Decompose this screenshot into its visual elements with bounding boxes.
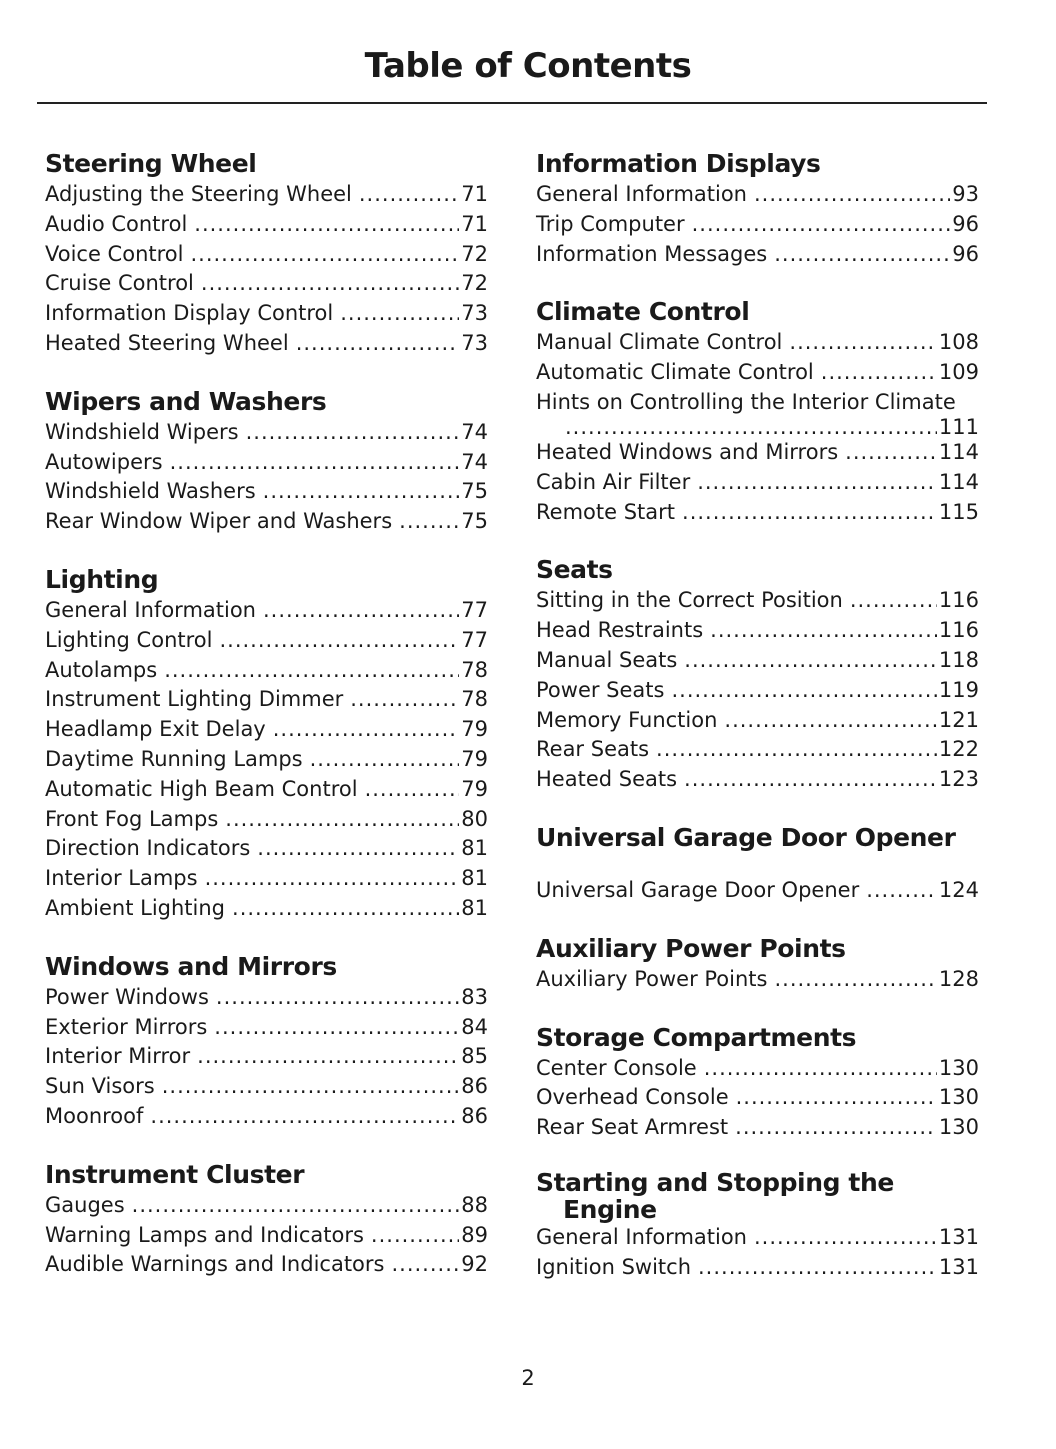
entry-page-number: 78 (461, 657, 488, 682)
dot-leader (216, 983, 459, 1013)
toc-section-instrument-cluster (45, 1158, 488, 1280)
dot-leader (246, 418, 460, 448)
dot-leader (710, 616, 937, 646)
dot-leader (340, 299, 459, 329)
section-title: Information Displays (536, 149, 821, 178)
dot-leader (232, 894, 459, 924)
dot-leader (164, 656, 459, 686)
toc-entry[interactable] (536, 1223, 979, 1253)
toc-section-auxiliary-power-points (536, 932, 979, 995)
entry-page-number: 130 (938, 1055, 979, 1080)
entry-page-number: 93 (952, 182, 979, 206)
entry-page-number: 77 (461, 597, 488, 622)
toc-entry[interactable] (45, 805, 488, 835)
entry-label: General Information (536, 1224, 747, 1249)
toc-entry[interactable] (45, 418, 488, 448)
toc-section-climate-control (536, 295, 979, 527)
toc-section-storage-compartments (536, 1021, 979, 1143)
dot-leader (704, 1054, 937, 1084)
toc-entry[interactable] (45, 894, 488, 924)
entry-label: Power Windows (45, 984, 209, 1009)
dot-leader (310, 745, 460, 775)
entry-page-number: 79 (461, 746, 488, 771)
toc-entry[interactable] (45, 775, 488, 805)
title-divider (37, 102, 987, 104)
toc-entry[interactable] (45, 329, 488, 359)
entry-label: Audio Control (45, 211, 188, 236)
toc-entry[interactable] (45, 1250, 488, 1280)
dot-leader (365, 775, 460, 805)
dot-leader (273, 715, 460, 745)
dot-leader (399, 507, 459, 537)
entry-page-number: 130 (938, 1085, 979, 1110)
dot-leader (774, 965, 936, 995)
dot-leader (735, 1113, 937, 1143)
dot-leader (697, 468, 937, 498)
toc-entry[interactable] (45, 685, 488, 715)
toc-entry[interactable] (536, 765, 979, 795)
entry-label: Rear Seats (536, 737, 650, 762)
section-title: Lighting (45, 564, 159, 594)
entry-label: Rear Seat Armrest (536, 1115, 729, 1140)
toc-entry[interactable] (536, 646, 979, 676)
toc-section-starting-and-stopping-the-engine (536, 1169, 979, 1283)
section-title: Instrument Cluster (45, 1159, 305, 1189)
entry-page-number: 114 (938, 469, 979, 494)
dot-leader (754, 180, 950, 210)
toc-entry[interactable] (45, 180, 488, 210)
entry-label: Instrument Lighting Dimmer (45, 687, 344, 712)
dot-leader (214, 1013, 459, 1043)
dot-leader (698, 1253, 937, 1283)
entry-label: Autolamps (45, 657, 158, 682)
entry-label: Automatic High Beam Control (45, 776, 358, 801)
entry-label: Front Fog Lamps (45, 806, 219, 831)
dot-leader (682, 498, 937, 528)
toc-entry[interactable] (45, 834, 488, 864)
entry-label: Adjusting the Steering Wheel (45, 182, 352, 206)
entry-page-number: 75 (461, 479, 488, 504)
toc-entry[interactable] (45, 269, 488, 299)
toc-entry[interactable] (45, 1191, 488, 1221)
entry-label: Information Display Control (45, 301, 334, 326)
entry-label: Trip Computer (536, 211, 685, 236)
entry-label: Voice Control (45, 241, 184, 266)
entry-page-number: 85 (461, 1044, 488, 1069)
entry-page-number: 122 (938, 737, 979, 762)
entry-page-number: 96 (952, 241, 979, 266)
entry-page-number: 89 (461, 1222, 488, 1247)
entry-page-number: 73 (461, 301, 488, 326)
dot-leader (821, 358, 937, 388)
toc-entry[interactable] (45, 448, 488, 478)
dot-leader (359, 180, 459, 210)
dot-leader (754, 1223, 937, 1253)
page-title: Table of Contents (364, 46, 692, 86)
entry-label: Universal Garage Door Opener (536, 877, 860, 902)
toc-entry[interactable] (536, 438, 979, 468)
section-title: Seats (536, 555, 613, 585)
entry-label: General Information (45, 597, 256, 622)
section-title-line-2: Engine (563, 1194, 657, 1224)
entry-page-number: 130 (938, 1115, 979, 1140)
toc-section-seats (536, 553, 979, 795)
entry-label: Overhead Console (536, 1085, 729, 1110)
entry-label: Cruise Control (45, 271, 194, 296)
entry-page-number: 74 (461, 449, 488, 474)
entry-label: Headlamp Exit Delay (45, 717, 266, 742)
entry-page-number: 73 (461, 330, 488, 355)
entry-page-number: 124 (938, 877, 979, 902)
toc-entry-wrapped[interactable] (536, 388, 979, 438)
entry-label: Manual Climate Control (536, 330, 783, 355)
entry-page-number: 109 (938, 360, 979, 385)
entry-label: Windshield Washers (45, 479, 256, 504)
entry-label: Automatic Climate Control (536, 360, 814, 385)
dot-leader (296, 329, 460, 359)
toc-entry[interactable] (45, 864, 488, 894)
dot-leader (263, 477, 460, 507)
dot-leader (205, 864, 460, 894)
dot-leader (201, 269, 459, 299)
entry-page-number: 81 (461, 866, 488, 891)
dot-leader (850, 586, 937, 616)
entry-label: Autowipers (45, 449, 163, 474)
entry-label: Hints on Controlling the Interior Climate (536, 389, 956, 414)
toc-entry[interactable] (536, 706, 979, 736)
toc-entry[interactable] (45, 656, 488, 686)
entry-page-number: 78 (461, 687, 488, 712)
entry-page-number: 81 (461, 895, 488, 920)
toc-entry[interactable] (536, 1113, 979, 1143)
entry-page-number: 80 (461, 806, 488, 831)
dot-leader (692, 210, 951, 240)
dot-leader (170, 448, 460, 478)
dot-leader (724, 706, 937, 736)
entry-page-number: 88 (461, 1192, 488, 1217)
entry-page-number: 116 (938, 618, 979, 643)
entry-page-number: 81 (461, 836, 488, 861)
toc-section-steering-wheel (45, 147, 488, 359)
entry-label: Heated Steering Wheel (45, 330, 289, 355)
entry-label: Interior Lamps (45, 866, 198, 891)
toc-entry[interactable] (536, 676, 979, 706)
toc-entry[interactable] (536, 965, 979, 995)
toc-entry[interactable] (45, 210, 488, 240)
entry-label: Warning Lamps and Indicators (45, 1222, 364, 1247)
entry-page-number: 84 (461, 1014, 488, 1039)
dot-leader (774, 240, 950, 270)
entry-page-number: 123 (938, 767, 979, 792)
entry-page-number: 114 (938, 439, 979, 464)
toc-entry[interactable] (45, 983, 488, 1013)
entry-label: Information Messages (536, 241, 768, 266)
toc-entry[interactable] (45, 1102, 488, 1132)
toc-entry[interactable] (536, 358, 979, 388)
entry-page-number: 116 (938, 588, 979, 613)
toc-section-lighting (45, 563, 488, 924)
toc-section-wipers-and-washers (45, 385, 488, 537)
entry-page-number: 118 (938, 647, 979, 672)
dot-leader (565, 416, 937, 438)
entry-label: Sun Visors (45, 1074, 155, 1099)
entry-continuation (536, 416, 979, 438)
entry-label: Memory Function (536, 707, 718, 732)
entry-label: Heated Windows and Mirrors (536, 439, 839, 464)
toc-entry[interactable] (536, 1083, 979, 1113)
entry-label: Head Restraints (536, 618, 704, 643)
toc-entry[interactable] (45, 745, 488, 775)
dot-leader (684, 765, 937, 795)
entry-page-number: 111 (938, 414, 979, 439)
section-title: Universal Garage Door Opener (536, 822, 956, 852)
entry-label: Power Seats (536, 677, 665, 702)
section-title: Storage Compartments (536, 1022, 857, 1052)
entry-label: Windshield Wipers (45, 419, 239, 444)
entry-page-number: 121 (938, 707, 979, 732)
entry-label: Rear Window Wiper and Washers (45, 509, 393, 534)
toc-entry[interactable] (45, 507, 488, 537)
toc-section-windows-and-mirrors (45, 950, 488, 1132)
entry-page-number: 86 (461, 1103, 488, 1128)
toc-entry[interactable] (536, 180, 979, 210)
entry-label: Remote Start (536, 499, 676, 524)
toc-entry[interactable] (45, 596, 488, 626)
toc-entry[interactable] (45, 240, 488, 270)
entry-label: Gauges (45, 1192, 125, 1217)
dot-leader (197, 1042, 459, 1072)
toc-entry[interactable] (45, 1013, 488, 1043)
dot-leader (350, 685, 459, 715)
dot-leader (391, 1250, 459, 1280)
entry-label: Ambient Lighting (45, 895, 226, 920)
entry-label: Direction Indicators (45, 836, 251, 861)
entry-label: General Information (536, 182, 747, 206)
entry-label: Center Console (536, 1055, 697, 1080)
dot-leader (845, 438, 937, 468)
section-title: Climate Control (536, 297, 750, 327)
dot-leader (190, 240, 459, 270)
section-title: Steering Wheel (45, 149, 257, 178)
dot-leader (225, 805, 459, 835)
toc-entry[interactable] (45, 477, 488, 507)
entry-page-number: 131 (938, 1224, 979, 1249)
toc-entry[interactable] (536, 498, 979, 528)
dot-leader (789, 328, 937, 358)
entry-page-number: 119 (938, 677, 979, 702)
entry-page-number: 74 (461, 419, 488, 444)
toc-left-column (45, 147, 488, 1306)
entry-label: Interior Mirror (45, 1044, 191, 1069)
toc-entry[interactable] (536, 328, 979, 358)
toc-entry[interactable] (536, 468, 979, 498)
entry-page-number: 92 (461, 1252, 488, 1277)
entry-page-number: 71 (461, 211, 488, 236)
toc-entry[interactable] (536, 210, 979, 240)
dot-leader (132, 1191, 460, 1221)
entry-label: Exterior Mirrors (45, 1014, 208, 1039)
entry-label: Audible Warnings and Indicators (45, 1252, 385, 1277)
entry-page-number: 86 (461, 1074, 488, 1099)
section-title: Wipers and Washers (45, 386, 327, 416)
entry-label: Sitting in the Correct Position (536, 588, 843, 613)
toc-entry[interactable] (45, 1042, 488, 1072)
dot-leader (150, 1102, 459, 1132)
toc-entry[interactable] (45, 299, 488, 329)
dot-leader (194, 210, 459, 240)
entry-page-number: 71 (461, 182, 488, 206)
entry-page-number: 96 (952, 211, 979, 236)
toc-entry[interactable] (536, 586, 979, 616)
entry-label: Lighting Control (45, 627, 213, 652)
entry-label: Moonroof (45, 1103, 144, 1128)
entry-page-number: 79 (461, 717, 488, 742)
dot-leader (866, 876, 937, 906)
toc-entry[interactable] (536, 735, 979, 765)
dot-leader (219, 626, 459, 656)
toc-entry[interactable] (536, 876, 979, 906)
entry-page-number: 108 (938, 330, 979, 355)
toc-section-universal-garage-door-opener (536, 821, 979, 906)
entry-label: Manual Seats (536, 647, 678, 672)
dot-leader (656, 735, 937, 765)
entry-page-number: 72 (461, 271, 488, 296)
entry-label: Cabin Air Filter (536, 469, 691, 494)
section-title (536, 1169, 979, 1223)
toc-entry[interactable] (536, 1054, 979, 1084)
dot-leader (371, 1221, 459, 1251)
toc-entry[interactable] (45, 715, 488, 745)
dot-leader (263, 596, 459, 626)
entry-label: Heated Seats (536, 767, 678, 792)
page-number: 2 (521, 1366, 535, 1390)
entry-page-number: 131 (938, 1254, 979, 1279)
entry-label: Daytime Running Lamps (45, 746, 303, 771)
dot-leader (736, 1083, 937, 1113)
dot-leader (162, 1072, 460, 1102)
entry-page-number: 77 (461, 627, 488, 652)
entry-page-number: 72 (461, 241, 488, 266)
entry-label: Ignition Switch (536, 1254, 691, 1279)
toc-entry[interactable] (45, 1221, 488, 1251)
entry-label: Auxiliary Power Points (536, 966, 768, 991)
toc-entry[interactable] (45, 1072, 488, 1102)
entry-page-number: 128 (938, 966, 979, 991)
toc-entry[interactable] (536, 1253, 979, 1283)
section-title: Windows and Mirrors (45, 951, 337, 981)
section-title-line-1: Starting and Stopping the (536, 1167, 894, 1197)
dot-leader (671, 676, 936, 706)
entry-page-number: 115 (938, 499, 979, 524)
toc-entry[interactable] (536, 616, 979, 646)
toc-entry[interactable] (45, 626, 488, 656)
entry-page-number: 75 (461, 509, 488, 534)
toc-section-information-displays (536, 147, 979, 269)
dot-leader (684, 646, 937, 676)
section-title: Auxiliary Power Points (536, 933, 846, 963)
entry-page-number: 79 (461, 776, 488, 801)
entry-page-number: 83 (461, 984, 488, 1009)
toc-right-column (536, 147, 979, 1309)
toc-entry[interactable] (536, 240, 979, 270)
dot-leader (257, 834, 459, 864)
